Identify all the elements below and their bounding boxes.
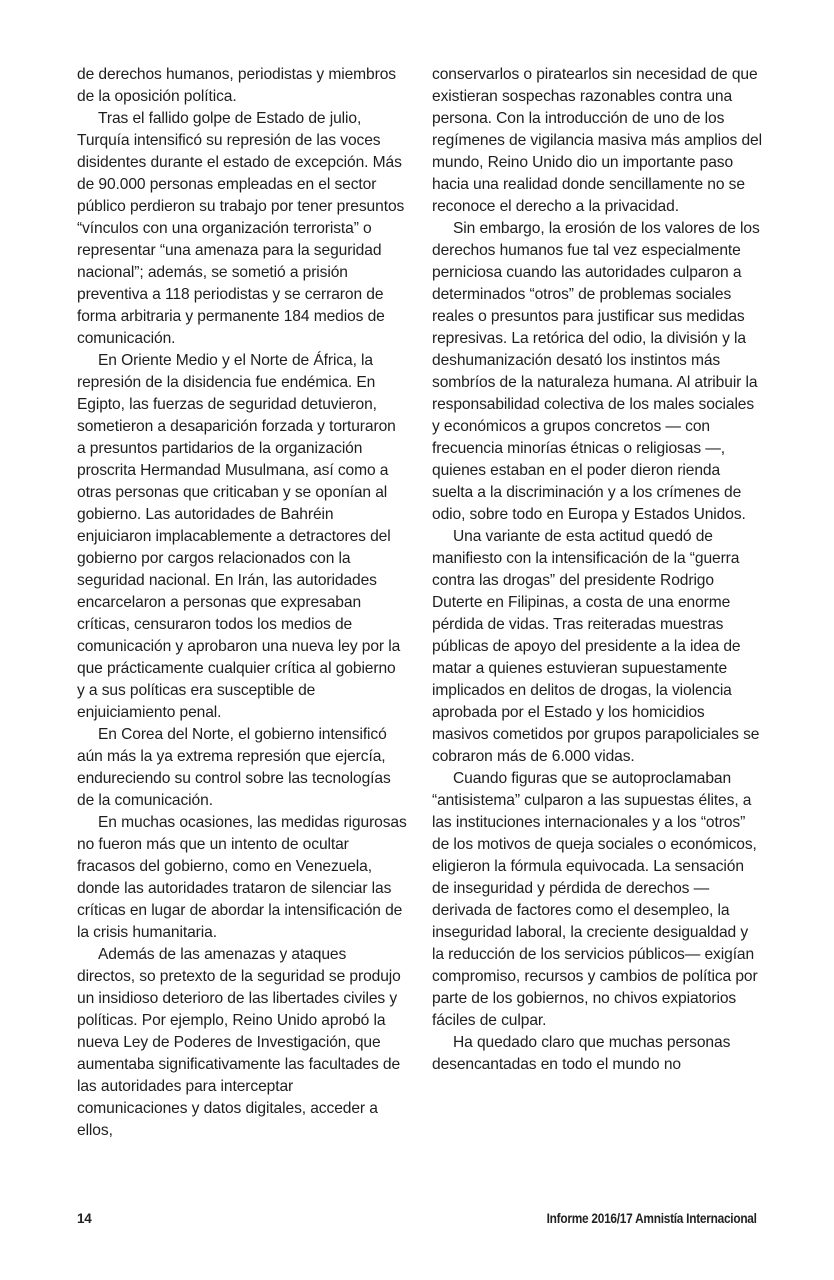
paragraph: Además de las amenazas y ataques directos, so pretexto de la seguridad se produjo un insidioso deterioro de las libertades civiles y políticas. Por ejemplo, Reino Unido aprobó la nueva Ley de Poderes de Investigación, que aumentaba significativamente las facultades de las autoridades para interceptar comunicaciones y datos digitales, acceder a ellos, [77, 946, 401, 1139]
paragraph: Cuando figuras que se autoproclamaban “antisistema” culparon a las supuestas élites, a las instituciones internacionales y a los “otros” de los motivos de queja sociales o económicos, eligieron la fórmula equivocada. La sensación de inseguridad y pérdida de derechos —derivada de factores como el desempleo, la inseguridad laboral, la creciente desigualdad y la reducción de los servicios públicos— exigían compromiso, recursos y cambios de política por parte de los gobiernos, no chivos expiatorios fáciles de culpar. [432, 770, 758, 1029]
paragraph: Ha quedado claro que muchas personas desencantadas en todo el mundo no [432, 1034, 731, 1073]
running-footer-title: Informe 2016/17 Amnistía Internacional [546, 1211, 757, 1226]
right-column [432, 64, 762, 1076]
paragraph: En Oriente Medio y el Norte de África, la represión de la disidencia fue endémica. En Egipto, las fuerzas de seguridad detuvieron, sometieron a desaparición forzada y torturaron a presuntos partidarios de la organización proscrita Hermandad Musulmana, así como a otras personas que criticaban y se oponían al gobierno. Las autoridades de Bahréin enjuiciaron implacablemente a detractores del gobierno por cargos relacionados con la seguridad nacional. En Irán, las autoridades encarcelaron a personas que expresaban críticas, censuraron todos los medios de comunicación y aprobaron una nueva ley por la que prácticamente cualquier crítica al gobierno y a sus políticas era susceptible de enjuiciamiento penal. [77, 352, 401, 721]
paragraph: de derechos humanos, periodistas y miembros de la oposición política. [77, 66, 396, 105]
paragraph: Sin embargo, la erosión de los valores de los derechos humanos fue tal vez especialmente perniciosa cuando las autoridades culparon a determinados “otros” de problemas sociales reales o presuntos para justificar sus medidas represivas. La retórica del odio, la división y la deshumanización desató los instintos más sombríos de la naturaleza humana. Al atribuir la responsabilidad colectiva de los males sociales y económicos a grupos concretos — con frecuencia minorías étnicas o religiosas —, quienes estaban en el poder dieron rienda suelta a la discriminación y a los crímenes de odio, sobre todo en Europa y Estados Unidos. [432, 220, 760, 523]
paragraph: En muchas ocasiones, las medidas rigurosas no fueron más que un intento de ocultar fracasos del gobierno, como en Venezuela, donde las autoridades trataron de silenciar las críticas en lugar de abordar la intensificación de la crisis humanitaria. [77, 814, 407, 941]
paragraph: conservarlos o piratearlos sin necesidad de que existieran sospechas razonables contra una persona. Con la introducción de uno de los regímenes de vigilancia masiva más amplios del mundo, Reino Unido dio un importante paso hacia una realidad donde sencillamente no se reconoce el derecho a la privacidad. [432, 66, 762, 215]
paragraph: Tras el fallido golpe de Estado de julio, Turquía intensificó su represión de las voces disidentes durante el estado de excepción. Más de 90.000 personas empleadas en el sector público perdieron su trabajo por tener presuntos “vínculos con una organización terrorista” o representar “una amenaza para la seguridad nacional”; además, se sometió a prisión preventiva a 118 periodistas y se cerraron de forma arbitraria y permanente 184 medios de comunicación. [77, 110, 405, 347]
paragraph: Una variante de esta actitud quedó de manifiesto con la intensificación de la “guerra contra las drogas” del presidente Rodrigo Duterte en Filipinas, a costa de una enorme pérdida de vidas. Tras reiteradas muestras públicas de apoyo del presidente a la idea de matar a quienes estuvieran supuestamente implicados en delitos de drogas, la violencia aprobada por el Estado y los homicidios masivos cometidos por grupos parapoliciales se cobraron más de 6.000 vidas. [432, 528, 760, 765]
left-column [77, 64, 407, 1142]
page-number: 14 [77, 1211, 92, 1226]
paragraph: En Corea del Norte, el gobierno intensificó aún más la ya extrema represión que ejercía, endureciendo su control sobre las tecnologías de la comunicación. [77, 726, 391, 809]
